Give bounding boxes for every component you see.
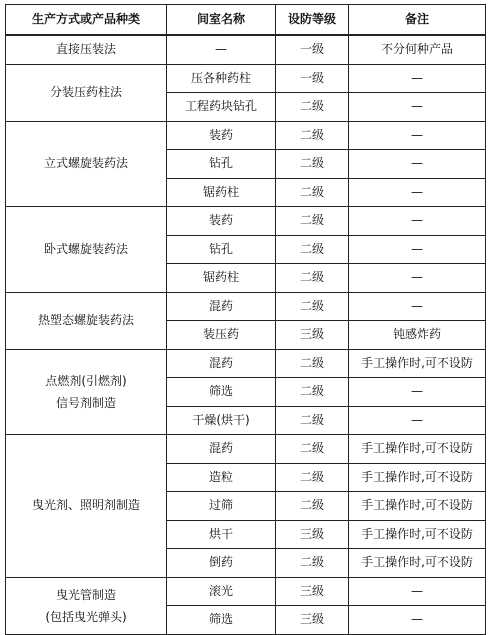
room-name: 工程药块钻孔 <box>167 93 276 122</box>
group-name: 直接压装法 <box>6 35 167 64</box>
remark: — <box>349 406 486 435</box>
room-name: 钻孔 <box>167 235 276 264</box>
protection-level: 二级 <box>276 150 349 179</box>
protection-level: 二级 <box>276 378 349 407</box>
protection-level: 三级 <box>276 321 349 350</box>
room-name: 锯药柱 <box>167 178 276 207</box>
protection-level: 一级 <box>276 35 349 64</box>
protection-level: 一级 <box>276 64 349 93</box>
remark: 手工操作时,可不设防 <box>349 492 486 521</box>
room-name: 混药 <box>167 292 276 321</box>
group-name: 立式螺旋装药法 <box>6 121 167 207</box>
header-remarks: 备注 <box>349 5 486 36</box>
remark: 手工操作时,可不设防 <box>349 520 486 549</box>
room-name: 混药 <box>167 435 276 464</box>
remark: 手工操作时,可不设防 <box>349 463 486 492</box>
group-name-line: 点燃剂(引燃剂) <box>45 373 127 388</box>
room-name: 造粒 <box>167 463 276 492</box>
group-name: 曳光剂、照明剂制造 <box>6 435 167 578</box>
room-name: 钻孔 <box>167 150 276 179</box>
protection-level: 二级 <box>276 121 349 150</box>
group-name: 热塑态螺旋装药法 <box>6 292 167 349</box>
room-name: — <box>167 35 276 64</box>
table-row <box>6 64 486 93</box>
remark: — <box>349 577 486 606</box>
room-name: 烘干 <box>167 520 276 549</box>
room-name: 筛选 <box>167 378 276 407</box>
table-row <box>6 577 486 606</box>
header-production-method: 生产方式或产品种类 <box>6 5 167 36</box>
remark: — <box>349 235 486 264</box>
group-name-line: (包括曳光弹头) <box>45 609 127 624</box>
room-name: 筛选 <box>167 606 276 635</box>
remark: — <box>349 178 486 207</box>
header-protection-level: 设防等级 <box>276 5 349 36</box>
room-name: 压各种药柱 <box>167 64 276 93</box>
table-row <box>6 35 486 64</box>
header-row <box>6 5 486 36</box>
table-row <box>6 349 486 378</box>
protection-level: 二级 <box>276 93 349 122</box>
protection-level: 二级 <box>276 264 349 293</box>
remark: — <box>349 121 486 150</box>
room-name: 干燥(烘干) <box>167 406 276 435</box>
table-row <box>6 121 486 150</box>
table-row <box>6 207 486 236</box>
protection-level: 二级 <box>276 406 349 435</box>
room-name: 倒药 <box>167 549 276 578</box>
remark: — <box>349 93 486 122</box>
protection-level: 二级 <box>276 435 349 464</box>
group-name <box>6 349 167 435</box>
room-name: 装压药 <box>167 321 276 350</box>
room-name: 过筛 <box>167 492 276 521</box>
protection-level: 二级 <box>276 492 349 521</box>
protection-level: 三级 <box>276 577 349 606</box>
protection-level: 三级 <box>276 606 349 635</box>
remark: — <box>349 150 486 179</box>
remark: — <box>349 292 486 321</box>
remark: 手工操作时,可不设防 <box>349 349 486 378</box>
protection-level: 二级 <box>276 207 349 236</box>
remark: — <box>349 64 486 93</box>
remark: 手工操作时,可不设防 <box>349 549 486 578</box>
remark: — <box>349 207 486 236</box>
group-name: 卧式螺旋装药法 <box>6 207 167 293</box>
remark: 不分何种产品 <box>349 35 486 64</box>
group-name-line: 信号剂制造 <box>55 395 116 410</box>
remark: 手工操作时,可不设防 <box>349 435 486 464</box>
protection-level: 二级 <box>276 349 349 378</box>
group-name <box>6 577 167 634</box>
header-room-name: 间室名称 <box>167 5 276 36</box>
protection-level: 三级 <box>276 520 349 549</box>
remark: — <box>349 264 486 293</box>
table-row <box>6 292 486 321</box>
table-row <box>6 435 486 464</box>
protection-level: 二级 <box>276 178 349 207</box>
room-name: 滚光 <box>167 577 276 606</box>
room-name: 锯药柱 <box>167 264 276 293</box>
remark: — <box>349 378 486 407</box>
group-name: 分装压药柱法 <box>6 64 167 121</box>
room-name: 装药 <box>167 207 276 236</box>
protection-level: 二级 <box>276 292 349 321</box>
room-name: 混药 <box>167 349 276 378</box>
group-name-line: 曳光管制造 <box>55 587 116 602</box>
room-name: 装药 <box>167 121 276 150</box>
protection-level: 二级 <box>276 235 349 264</box>
protection-level: 二级 <box>276 463 349 492</box>
protection-level-table <box>5 4 486 635</box>
protection-level: 二级 <box>276 549 349 578</box>
remark: — <box>349 606 486 635</box>
remark: 钝感炸药 <box>349 321 486 350</box>
